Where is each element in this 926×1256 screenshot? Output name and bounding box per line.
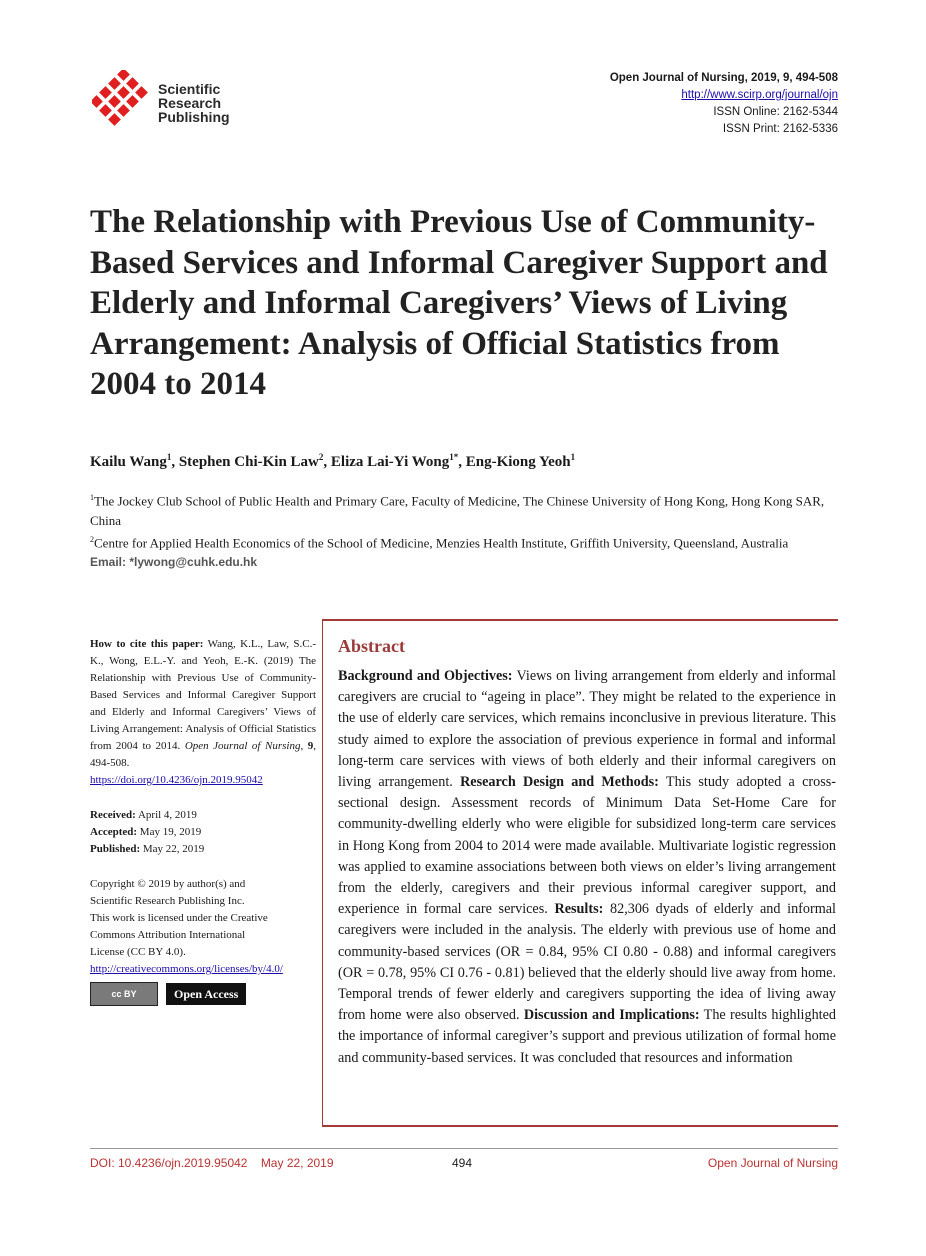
author-affil-sup: 2 [318, 452, 324, 462]
journal-citation: Open Journal of Nursing, 2019, 9, 494-508 [609, 72, 838, 84]
license-line: Commons Attribution International [90, 929, 246, 941]
cite-journal: Open Journal of Nursing [184, 740, 301, 752]
footer-rule [90, 1148, 838, 1149]
author-affil-sup: 1 [570, 452, 576, 462]
abstract-section-text: Views on living arrangement from elderly and informal caregivers are crucial to “ageing in place”. They might be related to the experience in the use of elderly care services, which remains inconclusive in previous literature. This study aimed to explore the association of previous experience in formal and informal long-term care services with views of both elderly and their informal caregivers on living arrangement. [338, 668, 836, 791]
cite-text: Wang, K.L., Law, S.C.-K., Wong, E.L.-Y. and Yeoh, E.-K. (2019) The Relationship with Previous Use of Community-Based Services and Informal Caregiver Support and Elderly and Informal Caregivers’ Views of Living Arrangement: Analysis of Official Statistics from 2004 to 2014. [90, 638, 316, 752]
received-date: April 4, 2019 [135, 809, 197, 821]
accepted-date: May 19, 2019 [137, 826, 202, 838]
author-name: Stephen Chi-Kin Law [178, 454, 319, 470]
abstract-section-label: Background and Objectives: [338, 668, 513, 684]
affil-sup: 2 [90, 535, 94, 545]
accepted-label: Accepted: [90, 826, 138, 838]
license-line: This work is licensed under the Creative [90, 912, 268, 924]
citation-block: How to cite this paper: Wang, K.L., Law, S.C.-K., Wong, E.L.-Y. and Yeoh, E.-K. (2019) The Relationship with Previous Use of Community-Based Services and Informal Caregiver Support and Elderly and Informal Caregivers’ Views of Living Arrangement: Analysis of Official Statistics from 2004 to 2014. Open Journal of Nursing, 9, 494-508. https://doi.org/10.4236/ojn.2019.95042 [90, 638, 316, 786]
author-separator: , [171, 454, 179, 470]
affil-text: Centre for Applied Health Economics of the School of Medicine, Menzies Health Institute, Griffith University, Queensland, Australia [94, 535, 789, 551]
abstract-body [338, 666, 836, 1069]
author-name: Eliza Lai-Yi Wong [330, 454, 450, 470]
affil-sup: 1 [90, 493, 94, 502]
issn-print: ISSN Print: 2162-5336 [722, 123, 838, 135]
publisher-logo [92, 70, 242, 140]
published-date: May 22, 2019 [140, 843, 205, 855]
logo-line-1: Scientific [158, 81, 221, 97]
license-url-link[interactable]: http://creativecommons.org/licenses/by/4.0/ [90, 963, 283, 975]
copyright-line: Copyright © 2019 by author(s) and [90, 878, 246, 890]
author-affil-sup: 1 [166, 452, 172, 462]
author-separator: , [458, 454, 466, 470]
abstract-section-text: This study adopted a cross-sectional design. Assessment records of Minimum Data Set-Home Care for community-dwelling elderly who were eligible for subsidized long-term care services in Hong Kong from 2004 to 2014 were made available. Multivariate logistic regression was applied to examine associations between both views on elder’s living arrangement from the elderly, caregivers and their previous informal caregiver support, and experience in formal care services. [338, 774, 836, 918]
cite-volume: 9 [307, 740, 314, 752]
abstract-section-text: 82,306 dyads of elderly and informal caregivers were included in the analysis. The elderly with previous use of home and community-based services (OR = 0.84, 95% CI 0.80 - 0.88) and informal caregivers (OR = 0.78, 95% CI 0.76 - 0.81) believed that the elderly should live away from home. Temporal trends of fewer elderly and caregivers supporting the idea of living away from home were also observed. [338, 901, 836, 1024]
cite-label: How to cite this paper: [90, 638, 204, 650]
affiliation-1 [90, 488, 830, 530]
affiliations [90, 488, 830, 573]
footer-journal: Open Journal of Nursing [707, 1156, 838, 1170]
article-info-sidebar [90, 636, 316, 1006]
abstract-left-rule [322, 619, 323, 1127]
abstract-section-text: The results highlighted the importance of informal caregiver’s support and previous utilization of formal home and community-based services. It was concluded that resources and information [338, 1007, 837, 1066]
footer-date: May 22, 2019 [260, 1156, 334, 1170]
author-list [90, 452, 575, 471]
affiliation-2 [90, 530, 830, 553]
abstract-heading: Abstract [338, 636, 405, 656]
issn-online: ISSN Online: 2162-5344 [713, 106, 838, 118]
footer-doi-date [90, 1156, 334, 1170]
paper-title: The Relationship with Previous Use of Community-Based Services and Informal Caregiver Support and Elderly and Informal Caregivers’ Views of Living Arrangement: Analysis of Official Statistics from 2004 to 2014 [90, 204, 828, 402]
cite-doi-link[interactable]: https://doi.org/10.4236/ojn.2019.95042 [90, 774, 263, 786]
logo-line-2: Research [158, 95, 222, 111]
copyright-line: Scientific Research Publishing Inc. [90, 895, 245, 907]
page-number: 494 [452, 1156, 473, 1170]
abstract-section-label: Results: [554, 901, 604, 918]
author-name: Kailu Wang [90, 454, 167, 470]
license-badges [90, 982, 316, 1006]
abstract-section-label: Discussion and Implications: [523, 1007, 700, 1024]
received-label: Received: [90, 809, 136, 821]
journal-url-link[interactable]: http://www.scirp.org/journal/ojn [681, 89, 838, 101]
copyright-block [90, 876, 316, 1006]
cite-pages: , 494-508. [90, 740, 316, 769]
abstract-section-label: Research Design and Methods: [460, 774, 659, 791]
abstract-bottom-rule [322, 1125, 838, 1127]
dates-block [90, 807, 316, 858]
logo-diamond-icon [92, 70, 154, 136]
published-label: Published: [90, 843, 141, 855]
abstract-top-rule [322, 619, 838, 621]
logo-line-3: Publishing [158, 109, 230, 125]
author-separator: , [323, 454, 331, 470]
affil-text: The Jockey Club School of Public Health and Primary Care, Faculty of Medicine, The Chinese University of Hong Kong, Hong Kong SAR, China [90, 493, 825, 528]
logo-text [158, 82, 230, 124]
journal-header [610, 70, 838, 138]
author-name: Eng-Kiong Yeoh [465, 454, 571, 470]
corresponding-email[interactable]: Email: *lywong@cuhk.edu.hk [90, 555, 258, 570]
cc-by-badge[interactable]: cc BY [90, 982, 158, 1006]
footer-doi: DOI: 10.4236/ojn.2019.95042 [90, 1156, 248, 1170]
author-affil-sup: 1* [449, 452, 459, 462]
open-access-badge: Open Access [166, 983, 246, 1005]
license-line: License (CC BY 4.0). [90, 946, 186, 958]
